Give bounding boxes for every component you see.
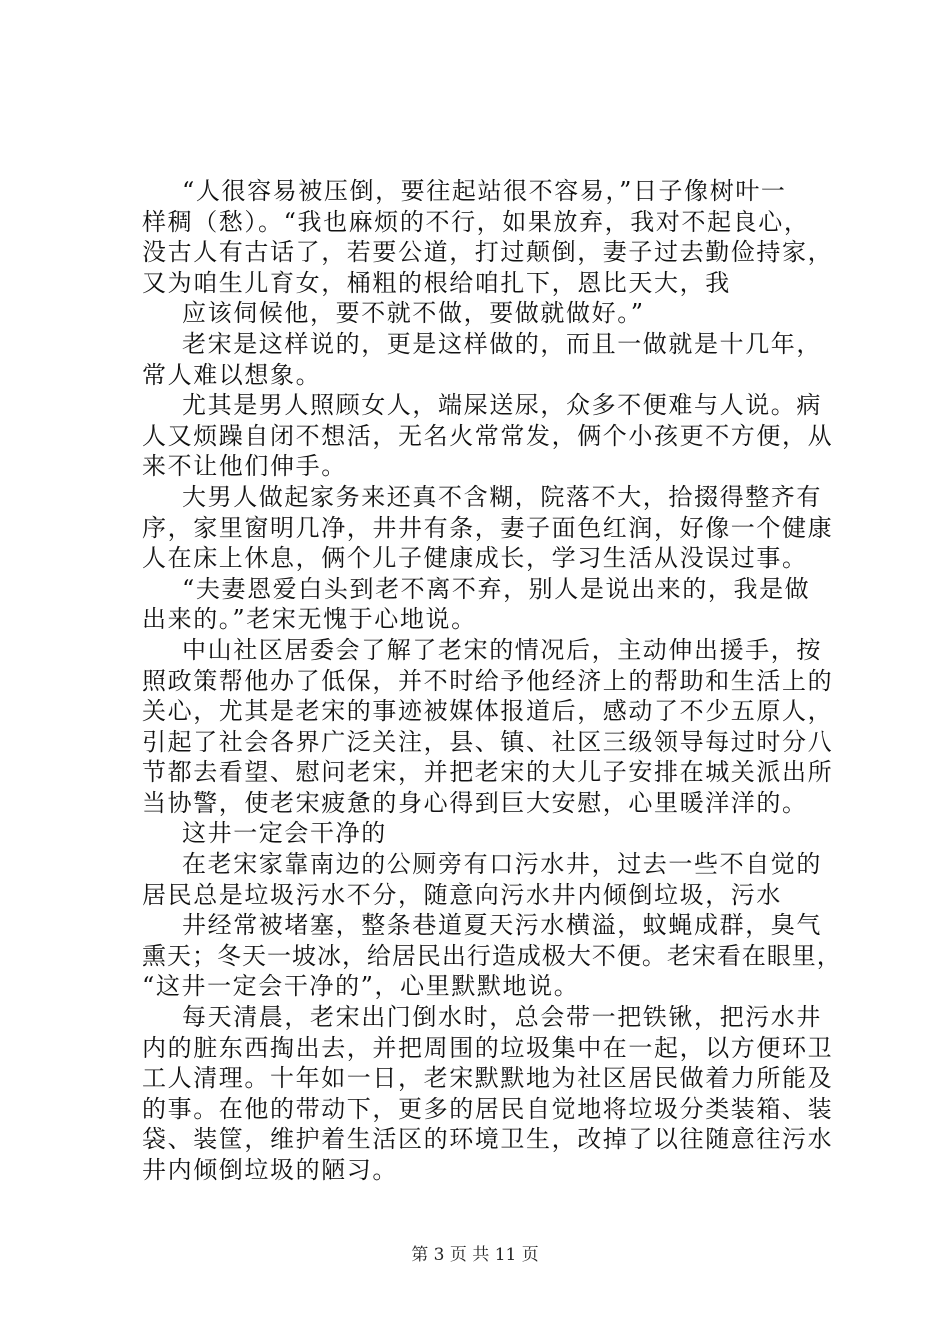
text-line: 关心，尤其是老宋的事迹被媒体报道后，感动了不少五原人， [142, 697, 834, 726]
text-line: 人又烦躁自闭不想活，无名火常常发，俩个小孩更不方便，从 [142, 421, 834, 450]
text-line: “这井一定会干净的”，心里默默地说。 [142, 972, 580, 1001]
text-line: 工人清理。十年如一日，老宋默默地为社区居民做着力所能及 [142, 1064, 834, 1093]
text-line: 没古人有古话了，若要公道，打过颠倒，妻子过去勤俭持家， [142, 238, 834, 267]
text-line: 居民总是垃圾污水不分，随意向污水井内倾倒垃圾，污水 [142, 880, 782, 909]
text-line: 又为咱生儿育女，桶粗的根给咱扎下，恩比天大，我 [142, 268, 731, 297]
text-line: 节都去看望、慰问老宋，并把老宋的大儿子安排在城关派出所 [142, 758, 834, 787]
text-line: 在老宋家靠南边的公厕旁有口污水井，过去一些不自觉的 [182, 850, 822, 879]
text-line: 来不让他们伸手。 [142, 452, 347, 481]
text-line: 常人难以想象。 [142, 360, 322, 389]
text-line: 尤其是男人照顾女人，端屎送尿，众多不便难与人说。病 [182, 391, 822, 420]
text-line: 内的脏东西掏出去，并把周围的垃圾集中在一起，以方便环卫 [142, 1033, 834, 1062]
text-line: “人很容易被压倒，要往起站很不容易，”日子像树叶一 [182, 177, 787, 205]
text-line: 老宋是这样说的，更是这样做的，而且一做就是十几年， [182, 329, 822, 358]
text-line: 人在床上休息，俩个儿子健康成长，学习生活从没误过事。 [142, 544, 808, 573]
text-line: 当协警，使老宋疲惫的身心得到巨大安慰，心里暖洋洋的。 [142, 788, 808, 817]
text-line: 引起了社会各界广泛关注，县、镇、社区三级领导每过时分八 [142, 727, 834, 756]
text-line: “夫妻恩爱白头到老不离不弃，别人是说出来的，我是做 [182, 574, 811, 603]
text-line: 每天清晨，老宋出门倒水时，总会带一把铁锹，把污水井 [182, 1003, 822, 1032]
page-footer: 第 3 页 共 11 页 [411, 1245, 539, 1265]
text-line: 序，家里窗明几净，井井有条，妻子面色红润，好像一个健康 [142, 513, 834, 542]
text-line: 照政策帮他办了低保，并不时给予他经济上的帮助和生活上的 [142, 666, 834, 695]
text-line: 井经常被堵塞，整条巷道夏天污水横溢，蚊蝇成群，臭气 [182, 911, 822, 940]
document-body [142, 176, 842, 1186]
text-line: 大男人做起家务来还真不含糊，院落不大，拾掇得整齐有 [182, 482, 822, 511]
text-line: 的事。在他的带动下，更多的居民自觉地将垃圾分类装箱、装 [142, 1094, 834, 1123]
text-line: 样稠（愁）。“我也麻烦的不行，如果放弃，我对不起良心， [142, 207, 810, 236]
text-line: 应该伺候他，要不就不做，要做就做好。” [182, 299, 645, 328]
text-line: 出来的。”老宋无愧于心地说。 [142, 605, 477, 634]
text-line: 这井一定会干净的 [182, 819, 387, 848]
text-line: 袋、装筐，维护着生活区的环境卫生，改掉了以往随意往污水 [142, 1125, 834, 1154]
text-line: 井内倾倒垃圾的陋习。 [142, 1156, 398, 1184]
text-line: 熏天；冬天一坡冰，给居民出行造成极大不便。老宋看在眼里， [142, 941, 842, 970]
text-line: 中山社区居委会了解了老宋的情况后，主动伸出援手，按 [182, 635, 822, 664]
